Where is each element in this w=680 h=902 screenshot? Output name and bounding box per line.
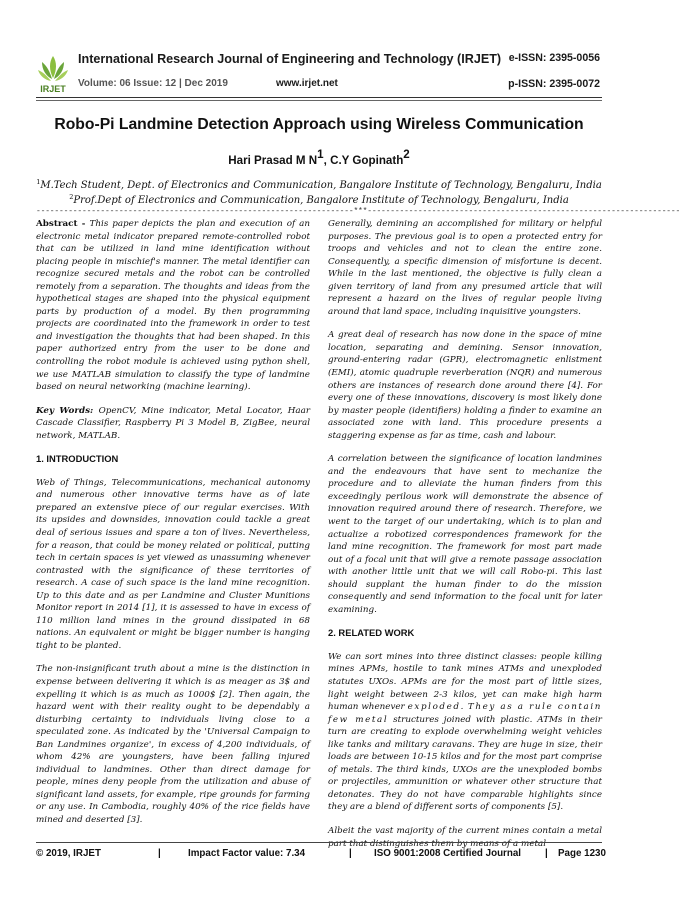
body-paragraph: A great deal of research has now done in the space of mine location, separating and demining. Sensor innovation, ground-entering radar (GPR), electromagnetic enlistment (EMI), atomic quadruple reverberation (NQR) and numerous others are instances of research done around there [4]. For every one of these innovations, discovery is most likely done by master people (identifiers) holding a finder to examine an associated zone with land. This procedure presents a staggering expense as far as time, cash and labour.: [328, 330, 602, 441]
footer-impact-factor: Impact Factor value: 7.34: [188, 848, 306, 859]
body-paragraph: Albeit the vast majority of the current mines contain a metal part that distinguishes them by means of a metal: [328, 826, 602, 849]
keywords-label: Key Words:: [36, 405, 99, 416]
author-separator: ,: [323, 154, 331, 167]
body-paragraph: Generally, demining an accomplished for military or helpful purposes. The previous goal is to open a protected entry for troops and vehicles and not to clean the entire zone. Consequently, a specific dimension of misfortune is decent. While in the last mentioned, the objective is fully clean a given territory of land from any presumed article that will represent a hazard on the lives of regular people living around that land space, including inquisitive youngsters.: [328, 219, 602, 317]
body-paragraph: [328, 651, 602, 814]
affiliation-mark: 1: [36, 178, 41, 186]
paper-title: Robo-Pi Landmine Detection Approach using Wireless Communication: [54, 116, 584, 133]
section-separator: ---------------------------------------------------------------------***--------------------------------------------------------------------: [36, 207, 680, 216]
footer-divider: |: [349, 848, 352, 859]
abstract-text: This paper depicts the plan and execution of an electronic metal indicator prepared remote-controlled robot that can be utilized in land mine identification without placing people in mischief's manner. The metal identifier can recognize secured metals and the robot can be controlled remotely from a separation. The thoughts and ideas from the hypothetical stages are shaped into the physical equipment parts by production of a model. By then programming projects are coordinated into the framework in order to test and investigation the thoughts that had been shaped. In this paper authorized entry from the user to be done and controlling the robot module is achieved using python shell, we use MATLAB simulation to classify the type of landmine based on neural networking (machine learning).: [36, 219, 311, 393]
author-name: Hari Prasad M N: [228, 154, 318, 167]
left-column: [36, 218, 310, 838]
affiliation-2: [0, 193, 638, 206]
journal-website-link[interactable]: www.irjet.net: [276, 78, 338, 89]
author-line: [0, 148, 638, 167]
irjet-logo: [36, 52, 70, 94]
abstract-paragraph: [36, 218, 310, 394]
affiliation-1: [0, 178, 638, 191]
logo-wordmark: IRJET: [40, 84, 66, 94]
journal-header: [36, 52, 602, 102]
header-rule: [36, 97, 602, 98]
p-issn: p-ISSN: 2395-0072: [508, 78, 600, 90]
section-heading-related-work: 2. RELATED WORK: [328, 627, 415, 639]
body-text-spaced: They as a rule contain few metal: [328, 702, 602, 725]
footer-divider: |: [158, 848, 161, 859]
body-text: structures joined with plastic. ATMs in their turn are creating to explode overwhelming weight vehicles like tanks and military caravans. They are huge in size, their loads are between 10-15 kilos and for the most part comprise of metals. The third kinds, UXOs are the unexploded bombs or projectiles, ammunition or whatever other structure that detonates. They do not have comparable highlights since they are a blend of different sorts of components [5].: [328, 714, 602, 813]
author-affiliation-mark: 1: [317, 148, 324, 161]
right-column: [328, 218, 602, 861]
footer-copyright: © 2019, IRJET: [36, 848, 101, 859]
section-heading-introduction: 1. INTRODUCTION: [36, 453, 119, 465]
author-affiliation-mark: 2: [403, 148, 410, 161]
body-paragraph: The non-insignificant truth about a mine is the distinction in expense between delivering it which is as meager as 3$ and expelling it which is as much as 1000$ [2]. Then again, the hazard went with their reality ought to be dependably a disturbing certainty to individuals living close to a speculated zone. As indicated by the 'Universal Campaign to Ban Landmines organize', in excess of 4,200 individuals, of whom 42% are youngsters, have been falling injured individual to landmines. Other than direct damage for people, mines deny people from the utilization and abuse of significant land assets, for example, ripe grounds for farming or any use. In Cambodia, roughly 40% of the rice fields have mined and deserted [3].: [36, 664, 310, 826]
affiliation-text: Prof.Dept of Electronics and Communication, Bangalore Institute of Technology, Bengaluru, India: [73, 195, 569, 206]
keywords-paragraph: [36, 405, 310, 443]
page-footer: [36, 846, 606, 864]
journal-title: International Research Journal of Engineering and Technology (IRJET): [78, 52, 502, 66]
volume-issue: Volume: 06 Issue: 12 | Dec 2019: [78, 78, 228, 89]
abstract-label: Abstract -: [36, 219, 90, 229]
e-issn: e-ISSN: 2395-0056: [508, 52, 600, 64]
footer-rule: [36, 842, 602, 843]
footer-divider: |: [545, 848, 548, 859]
body-paragraph: A correlation between the significance of location landmines and the endeavours that have sent to mechanize the procedure and to alleviate the human finders from this exceedingly perilous work will demonstrate the absence of innovation required around there of research. Therefore, we went to the target of our undertaking, which is to plan and actualize a robotized correspondences framework for the land mine recognition. The framework for most part made out of a focal unit that will give a remote passage association with another little unit that we will call Robo-pi. This last should supplant the human finder to do the mission consequently and send information to the focal unit for later examining.: [328, 454, 602, 615]
footer-page-number: Page 1230: [558, 848, 606, 859]
header-rule-thin: [36, 100, 602, 101]
body-text: We can sort mines into three distinct classes: people killing mines APMs, hostile to tank mines ATMs and unexploded statutes UXOs. APMs are for the most part of little sizes, light weight between 2-3 kilos, yet can make high harm human whenever: [328, 651, 602, 713]
body-paragraph: Web of Things, Telecommunications, mechanical autonomy and numerous other innovative terms have as of late prepared an extensive piece of our regular exercises. With its upsides and downsides, innovation could tackle a great deal of serious issues and spare a ton of lives. Nevertheless, for a reason, that could be money related or political, putting tech in certain spaces is yet viewed as unassuming whenever contrasted with the significance of these territories of research. A case of such space is the land mine recognition. Up to this date and as per Landmine and Cluster Munitions Monitor report in 2014 [1], it is assessed to have in excess of 110 million land mines in the ground dissipated in 68 nations. An equivalent or might be bigger number is hanging tight to be planted.: [36, 477, 310, 651]
affiliation-mark: 2: [69, 193, 74, 201]
affiliation-text: M.Tech Student, Dept. of Electronics and Communication, Bangalore Institute of Technology, Bengaluru, India: [40, 180, 602, 191]
keywords-text: OpenCV, Mine indicator, Metal Locator, Haar Cascade Classifier, Raspberry Pi 3 Model B, ZigBee, neural network, MATLAB.: [36, 405, 310, 441]
author-name: C.Y Gopinath: [330, 154, 404, 167]
footer-iso: ISO 9001:2008 Certified Journal: [374, 848, 522, 859]
body-text-spaced: exploded.: [407, 702, 465, 713]
